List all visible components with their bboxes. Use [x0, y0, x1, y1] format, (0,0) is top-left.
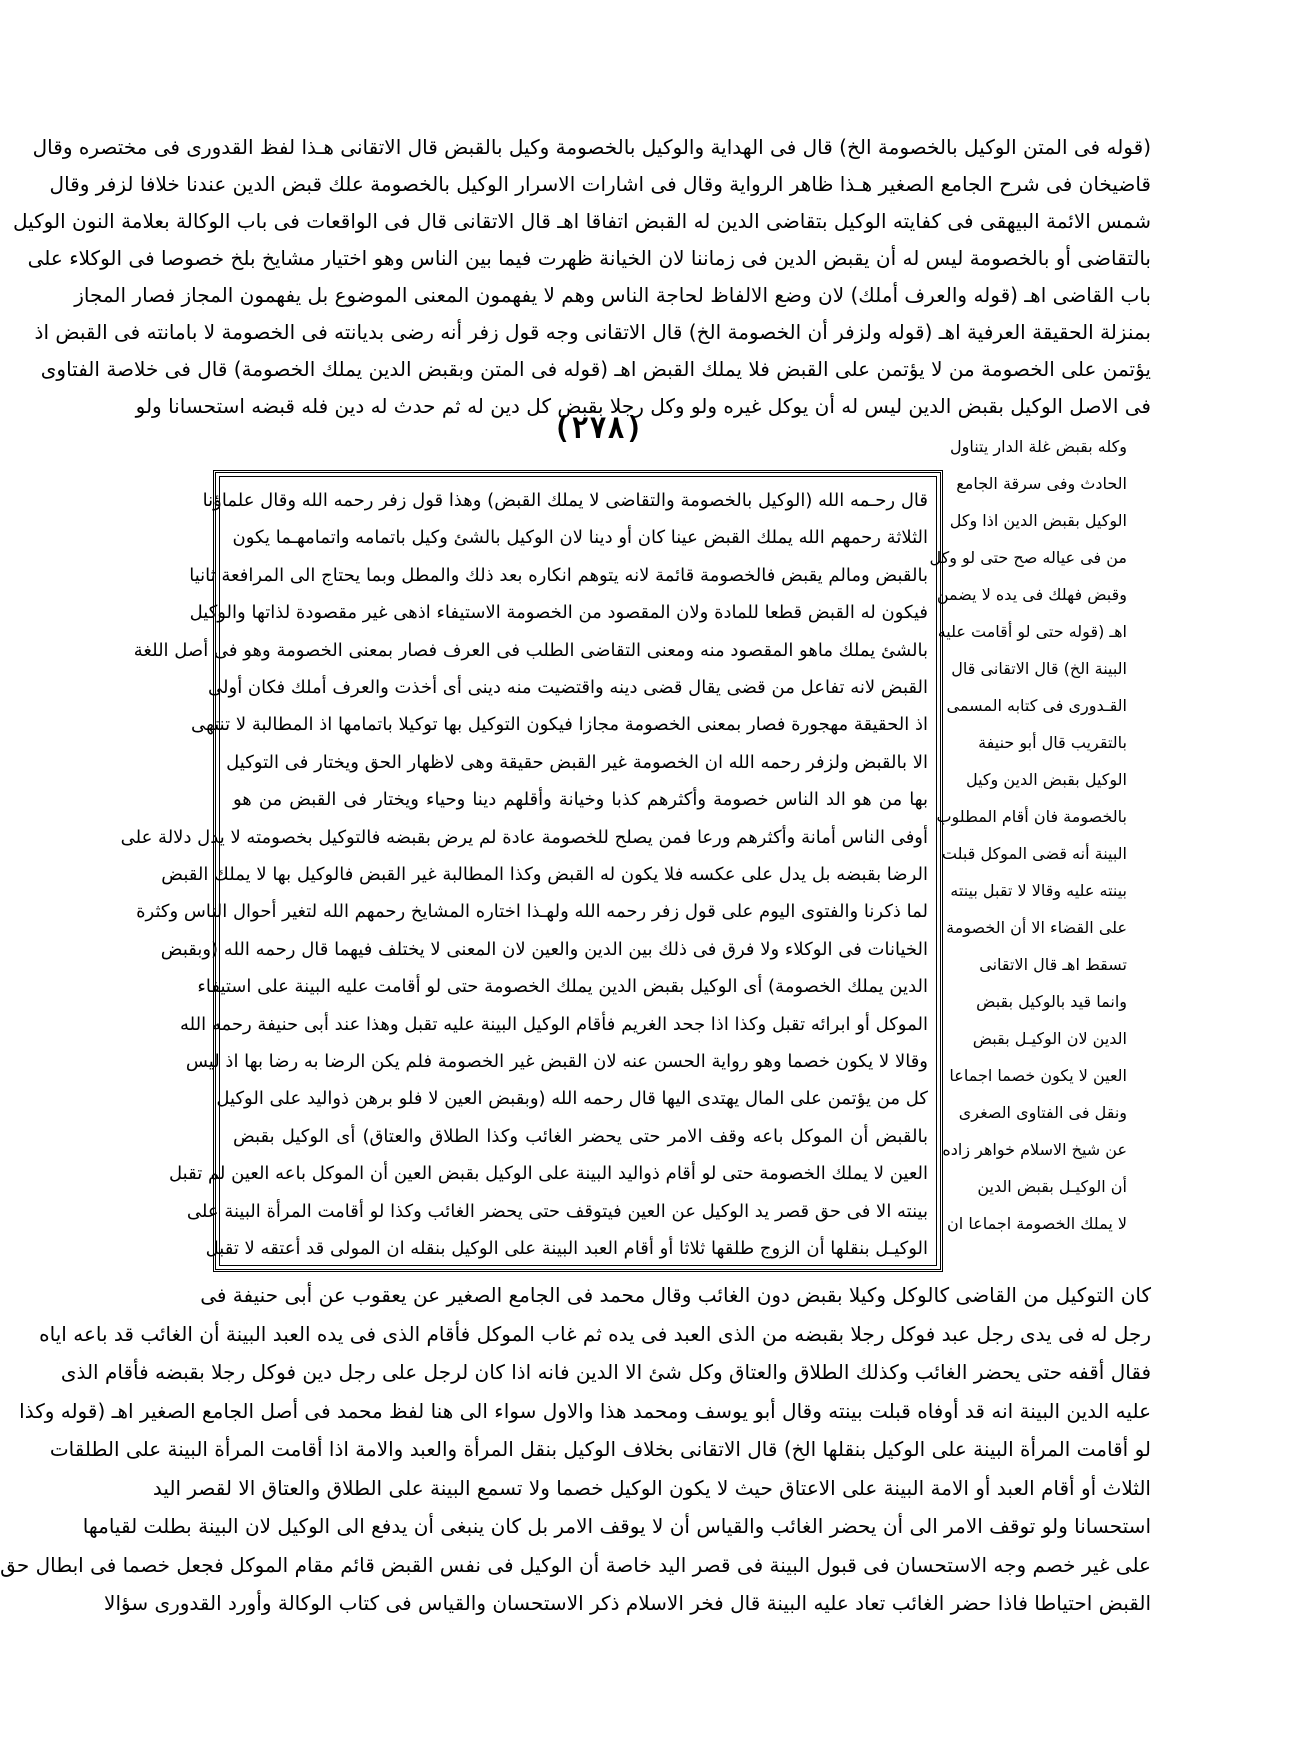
box-line: الخيانات فى الوكلاء ولا فرق فى ذلك بين الدين والعين لان المعنى لا يختلف فيهما قال رحمه الله (وبقبض	[160, 938, 928, 960]
side-line: الدين لان الوكيـل بقبض	[972, 1029, 1127, 1048]
side-line: ونقل فى الفتاوى الصغرى	[958, 1103, 1127, 1122]
box-line: العين لا يملك الخصومة حتى لو أقام ذواليد البينة على الوكيل بقبض العين أن الموكل باعه العين لم تقبل	[169, 1163, 928, 1185]
bottom-line: فقال أقفه حتى يحضر الغائب وكذلك الطلاق والعتاق وكل شئ الا الدين فانه اذا كان لرجل على رجل دين فوكل رجلا بقبضه فأقام الذى	[60, 1360, 1151, 1384]
side-line: القـدورى فى كتابه المسمى	[946, 696, 1127, 715]
side-line: وكله بقبض غلة الدار يتناول	[949, 437, 1127, 456]
side-line: البينة أنه قضى الموكل قبلت	[941, 844, 1127, 863]
side-line: تسقط اهـ قال الاتقانى	[979, 955, 1127, 974]
side-line: العين لا يكون خصما اجماعا	[949, 1066, 1127, 1085]
side-line: الوكيل بقبض الدين وكيل	[965, 770, 1127, 789]
box-line: بها من هو الد الناس خصومة وأكثرهم كذبا وخيانة وأقلهم دينا وحياء ويختار فى القبض من هو	[233, 789, 928, 811]
top-line: قاضيخان فى شرح الجامع الصغير هـذا ظاهر الرواية وقال فى اشارات الاسرار الوكيل بالخصومة علك قبض الدين عندنا خلافا لزفر وقال	[49, 172, 1151, 196]
side-line: الوكيل بقبض الدين اذا وكل	[949, 511, 1127, 530]
side-line: وانما قيد بالوكيل بقبض	[976, 992, 1127, 1011]
box-line: القبض لانه تفاعل من قضى يقال قضى دينه واقتضيت منه دينى أى أخذت والعرف أملك فكان أولى	[208, 677, 928, 698]
top-line: بمنزلة الحقيقة العرفية اهـ (قوله ولزفر أن الخصومة الخ) قال الاتقانى وجه قول زفر أنه رضى بديانته فى الخصومة لا بامانته فى القبض اذ	[34, 320, 1151, 344]
box-line: الثلاثة رحمهم الله يملك القبض عينا كان أو دينا لان الوكيل بالشئ وكيل باتمامه واتمامهـما يكون	[232, 527, 928, 549]
bottom-line: الثلاث أو أقام العبد أو الامة البينة على الاعتاق حيث لا يكون الوكيل خصما ولا تسمع البينة على الطلاق والعتاق الا لقصر اليد	[152, 1475, 1151, 1500]
box-line: بالشئ يملك ماهو المقصود منه ومعنى التقاضى الطلب فى العرف فصار بمعنى الخصومة وهو فى أصل اللغة	[133, 639, 928, 661]
side-line: عن شيخ الاسلام خواهر زاده	[942, 1140, 1127, 1159]
bottom-line: رجل له فى يدى رجل عبد فوكل رجلا بقبضه من الذى العبد فى يده ثم غاب الموكل فأقام الذى فى يده العبد البينة أن الغائب قد باعه اياه	[39, 1321, 1151, 1346]
box-line: بالقبض ومالم يقبض فالخصومة قائمة لانه يتوهم انكاره بعد ذلك والمطل وبما يحتاج الى المرافعة ثانيا	[189, 564, 928, 586]
bottom-line: استحسانا ولو توقف الامر الى أن يحضر الغائب والقياس أن لا يوقف الامر بل كان ينبغى أن يدفع الى الوكيل لان البينة بطلت لقيامها	[82, 1514, 1151, 1538]
bottom-line: عليه الدين البينة انه قد أوفاه قبلت بينته وقال أبو يوسف ومحمد هذا والاول سواء الى هنا لفظ محمد فى أصل الجامع الصغير اهـ (قوله وكذا	[19, 1398, 1151, 1423]
box-line: كل من يؤتمن على المال يهتدى اليها قال رحمه الله (وبقبض العين لا فلو برهن ذواليد على الوكيل	[216, 1088, 928, 1110]
top-line: يؤتمن على الخصومة من لا يؤتمن على القبض فلا يملك القبض اهـ (قوله فى المتن وبقبض الدين يملك الخصومة) قال فى خلاصة الفتاوى	[40, 357, 1151, 381]
side-line: من فى عياله صح حتى لو وكل	[929, 548, 1127, 567]
box-line: قال رحـمه الله (الوكيل بالخصومة والتقاضى لا يملك القبض) وهذا قول زفر رحمه الله وقال علماؤنا	[202, 490, 928, 511]
side-line: بالتقريب قال أبو حنيفة	[978, 733, 1127, 752]
top-line: باب القاضى اهـ (قوله والعرف أملك) لان وضع الالفاظ لحاجة الناس وهم لا يفهمون المعنى الموضوع بل يفهمون المجاز فصار المجاز	[74, 283, 1151, 307]
box-line: الا بالقبض ولزفر رحمه الله ان الخصومة غير القبض حقيقة وهى لاظهار الحق ويختار فى التوكيل	[226, 751, 928, 773]
side-line: الحادث وفى سرقة الجامع	[956, 474, 1127, 493]
bottom-line: كان التوكيل من القاضى كالوكل وكيلا بقبض دون الغائب وقال محمد فى الجامع الصغير عن يعقوب عن أبى حنيفة فى	[200, 1283, 1151, 1307]
bottom-line: لو أقامت المرأة البينة على الوكيل بنقلها الخ) قال الاتقانى بخلاف الوكيل بنقل المرأة والعبد والامة اذا أقامت المرأة البينة على الطلقات	[49, 1437, 1151, 1461]
top-line: بالتقاضى أو بالخصومة ليس له أن يقبض الدين فى زماننا لان الخيانة ظهرت فيما بين الناس وهو اختيار مشايخ بلخ خصوصا فى الوكلاء على	[27, 246, 1151, 270]
box-line: لما ذكرنا والفتوى اليوم على قول زفر رحمه الله ولهـذا اختاره المشايخ رحمهم الله لتغير أحوال الناس وكثرة	[136, 901, 928, 923]
page-number: (٢٧٨)	[552, 411, 644, 446]
side-line: اهـ (قوله حتى لو أقامت عليه	[937, 622, 1127, 641]
box-line: الدين يملك الخصومة) أى الوكيل بقبض الدين يملك الخصومة حتى لو أقامت عليه البينة على استيفاء	[197, 976, 928, 998]
box-line: الرضا بقبضه بل يدل على عكسه فلا يكون له القبض وكذا المطالبة غير القبض فالوكيل بها لا يملك القبض	[161, 864, 928, 885]
box-line: فيكون له القبض قطعا للمادة ولان المقصود من الخصومة الاستيفاء اذهى غير مقصودة لذاتها والوكيل	[189, 602, 928, 624]
side-line: البينة الخ) قال الاتقانى قال	[951, 659, 1127, 678]
side-line: أن الوكيـل بقبض الدين	[977, 1177, 1127, 1196]
box-line: الوكيـل بنقلها أن الزوج طلقها ثلاثا أو أقام العبد البينة على الوكيل بنقله ان المولى قد أعتقه لا تقبل	[205, 1238, 928, 1259]
side-line: على القضاء الا أن الخصومة	[946, 918, 1127, 937]
box-line: وقالا لا يكون خصما وهو رواية الحسن عنه لان القبض غير الخصومة فلم يكن الرضا به رضا بها اذ ليس	[185, 1051, 928, 1072]
box-line: بالقبض أن الموكل باعه وقف الامر حتى يحضر الغائب وكذا الطلاق والعتاق) أى الوكيل بقبض	[233, 1125, 928, 1147]
box-line: اذ الحقيقة مهجورة فصار بمعنى الخصومة مجازا فيكون التوكيل بها توكيلا باتمامها اذ المطالبة لا تنتهى	[190, 714, 928, 736]
side-line: لا يملك الخصومة اجماعا ان	[947, 1214, 1127, 1233]
box-line: أوفى الناس أمانة وأكثرهم ورعا فمن يصلح للخصومة عادة لم يرض بقبضه فالتوكيل بخصومته لا يدل دلالة على	[120, 826, 928, 848]
side-line: وقبض فهلك فى يده لا يضمن	[936, 585, 1127, 604]
top-line: (قوله فى المتن الوكيل بالخصومة الخ) قال فى الهداية والوكيل بالخصومة وكيل بالقبض قال الاتقانى هـذا لفظ القدورى فى مختصره وقال	[32, 135, 1151, 159]
bottom-line: على غير خصم وجه الاستحسان فى قبول البينة فى قصر اليد خاصة أن الوكيل فى نفس القبض قائم مقام الموكل فجعل خصما فى ابطال حق	[0, 1552, 1151, 1577]
top-line: فى الاصل الوكيل بقبض الدين ليس له أن يوكل غيره ولو وكل رجلا بقبض كل دين له ثم حدث له دين فله قبضه استحسانا ولو	[135, 394, 1151, 418]
side-line: بينته عليه وقالا لا تقبل بينته	[950, 881, 1127, 900]
box-line: بينته الا فى حق قصر يد الوكيل عن العين فيتوقف حتى يحضر الغائب وكذا لو أقامت المرأة البينة على	[186, 1200, 928, 1222]
bottom-line: القبض احتياطا فاذا حضر الغائب تعاد عليه البينة قال فخر الاسلام ذكر الاستحسان والقياس فى كتاب الوكالة وأورد القدورى سؤالا	[104, 1591, 1151, 1615]
box-line: الموكل أو ابرائه تقبل وكذا اذا جحد الغريم فأقام الوكيل البينة عليه تقبل وهذا عند أبى حنيفة رحمه الله	[180, 1013, 928, 1035]
top-line: شمس الائمة البيهقى فى كفايته الوكيل بتقاضى الدين له القبض اتفاقا اهـ قال الاتقانى قال فى الواقعات فى باب الوكالة بعلامة النون الوكيل	[12, 209, 1151, 233]
side-line: بالخصومة فان أقام المطلوب	[936, 807, 1127, 826]
